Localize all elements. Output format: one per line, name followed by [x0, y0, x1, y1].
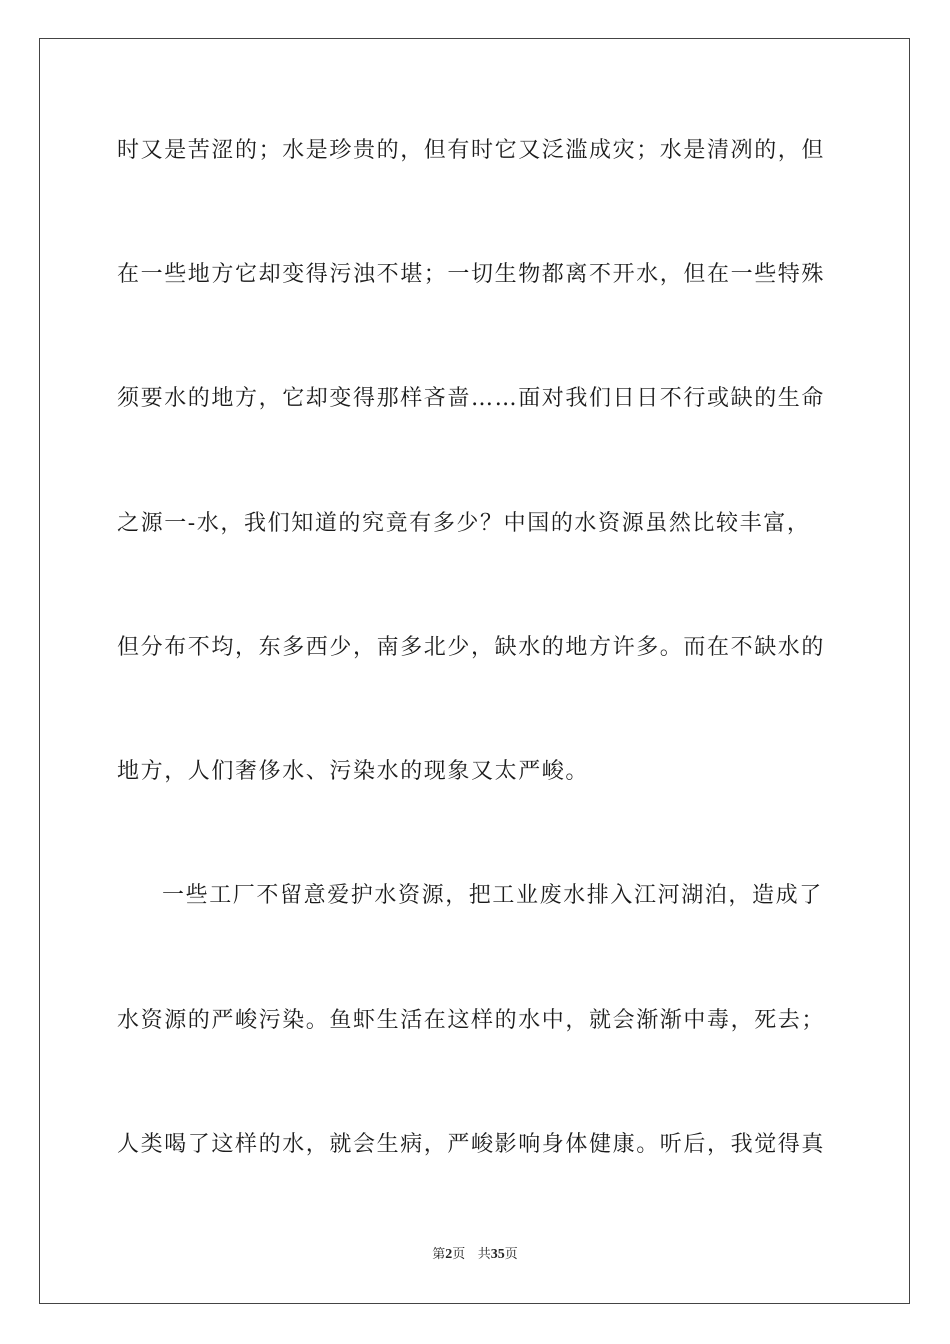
page-prefix: 第	[432, 1247, 446, 1262]
total-prefix: 共	[477, 1247, 491, 1262]
text-line-3: 须要水的地方，它却变得那样吝啬……面对我们日日不行或缺的生命	[117, 386, 826, 411]
page-number: 2	[445, 1247, 453, 1262]
text-line-5: 但分布不均，东多西少，南多北少，缺水的地方许多。而在不缺水的	[117, 635, 826, 660]
page-footer	[0, 1246, 950, 1264]
text-line-2: 在一些地方它却变得污浊不堪；一切生物都离不开水，但在一些特殊	[117, 262, 826, 287]
total-suffix: 页	[504, 1247, 518, 1262]
text-line-8: 水资源的严峻污染。鱼虾生活在这样的水中，就会渐渐中毒，死去；	[117, 1008, 826, 1033]
page-border	[39, 38, 910, 1304]
total-pages: 35	[490, 1247, 505, 1262]
page-suffix: 页	[452, 1247, 466, 1262]
text-line-9: 人类喝了这样的水，就会生病，严峻影响身体健康。听后，我觉得真	[117, 1132, 826, 1157]
text-line-7-paragraph-start: 一些工厂不留意爱护水资源，把工业废水排入江河湖泊，造成了	[162, 883, 823, 908]
text-line-6: 地方，人们奢侈水、污染水的现象又太严峻。	[117, 759, 590, 784]
text-line-4: 之源一-水，我们知道的究竟有多少？中国的水资源虽然比较丰富，	[117, 511, 811, 536]
text-line-1: 时又是苦涩的；水是珍贵的，但有时它又泛滥成灾；水是清冽的，但	[117, 138, 826, 163]
